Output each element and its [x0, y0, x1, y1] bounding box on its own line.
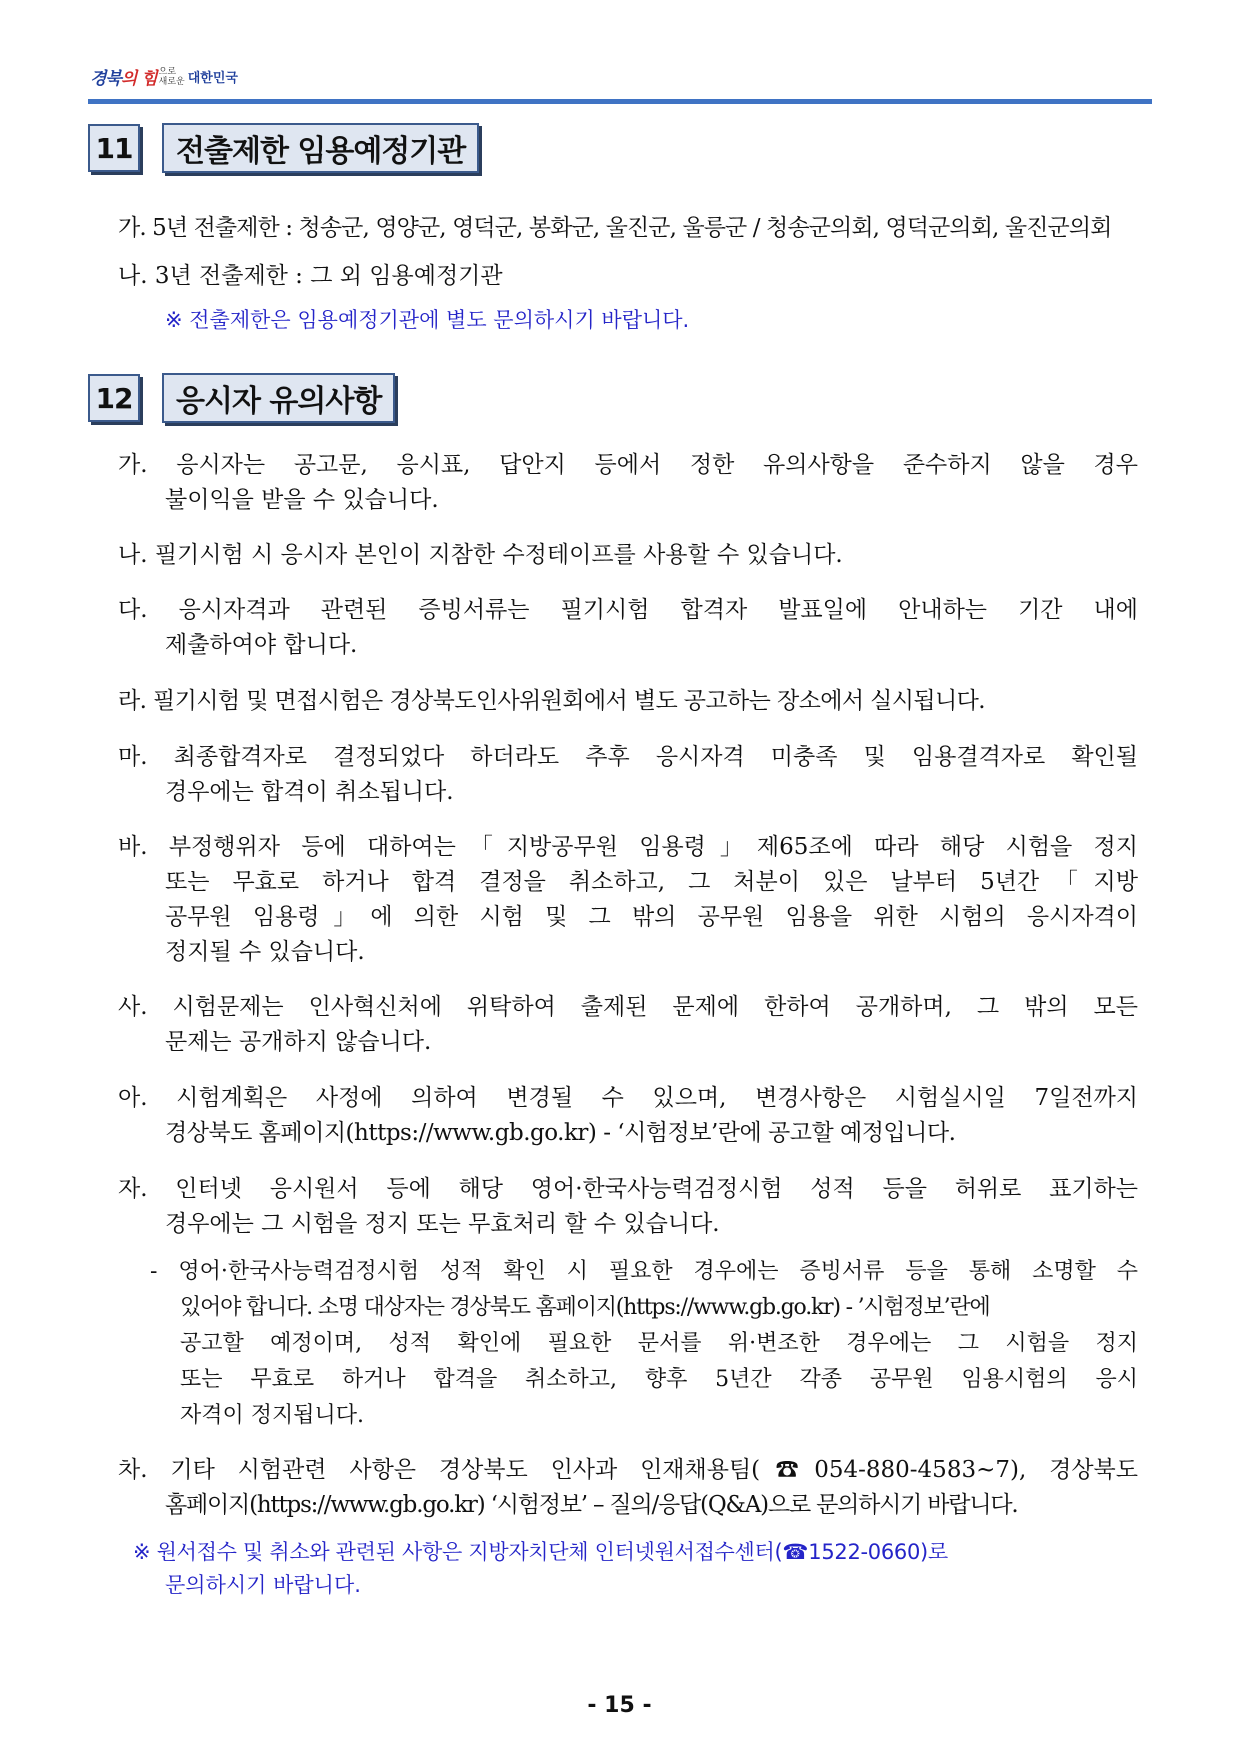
item-na: 나. 3년 전출제한 : 그 외 임용예정기관: [118, 263, 503, 289]
logo-script: 경북의 힘: [90, 69, 157, 89]
item-da-line2: 제출하여야 합니다.: [165, 632, 358, 658]
item-aa-line1: 아. 시험계획은 사정에 의하여 변경될 수 있으며, 변경사항은 시험실시일 7일전까지: [118, 1085, 1138, 1111]
sub-item-line1: - 영어·한국사능력검정시험 성적 확인 시 필요한 경우에는 증빙서류 등을 통해 소명할 수: [150, 1259, 1138, 1284]
gyeongbuk-logo: [90, 64, 238, 89]
item-ba-line4: 정지될 수 있습니다.: [165, 939, 365, 965]
section-title: 전출제한 임용예정기관: [162, 123, 479, 173]
section-11-heading: [88, 123, 479, 173]
item-cha-line1: 차. 기타 시험관련 사항은 경상북도 인사과 인재채용팀(☎054-880-4583~7), 경상북도: [118, 1457, 1138, 1483]
item-ba-line1: 바. 부정행위자 등에 대하여는「지방공무원 임용령」제65조에 따라 해당 시험을 정지: [118, 834, 1138, 860]
item-da-line1: 다. 응시자격과 관련된 증빙서류는 필기시험 합격자 발표일에 안내하는 기간 내에: [118, 597, 1138, 623]
item-ga: 가. 5년 전출제한 : 청송군, 영양군, 영덕군, 봉화군, 울진군, 울릉군 / 청송군의회, 영덕군의회, 울진군의회: [118, 215, 1112, 241]
section-12-heading: [88, 373, 395, 423]
logo-small-text: 으로 새로운: [158, 66, 185, 87]
section-number: 12: [88, 374, 140, 422]
item-ga-line2: 불이익을 받을 수 있습니다.: [165, 487, 439, 513]
footnote-line1: ※ 원서접수 및 취소와 관련된 사항은 지방자치단체 인터넷원서접수센터(☎1522-0660)로: [133, 1540, 948, 1564]
item-ma-line1: 마. 최종합격자로 결정되었다 하더라도 추후 응시자격 미충족 및 임용결격자로 확인될: [118, 744, 1138, 770]
sub-item-line3: 공고할 예정이며, 성적 확인에 필요한 문서를 위·변조한 경우에는 그 시험을 정지: [180, 1331, 1138, 1356]
item-ma-line2: 경우에는 합격이 취소됩니다.: [165, 779, 454, 805]
header-rule: [88, 99, 1152, 104]
sub-item-line5: 자격이 정지됩니다.: [180, 1403, 365, 1428]
item-sa-line2: 문제는 공개하지 않습니다.: [165, 1029, 432, 1055]
note: ※ 전출제한은 임용예정기관에 별도 문의하시기 바랍니다.: [165, 308, 690, 332]
item-ga-line1: 가. 응시자는 공고문, 응시표, 답안지 등에서 정한 유의사항을 준수하지 않을 경우: [118, 452, 1138, 478]
item-sa-line1: 사. 시험문제는 인사혁신처에 위탁하여 출제된 문제에 한하여 공개하며, 그 밖의 모든: [118, 994, 1138, 1020]
page-number: - 15 -: [587, 1693, 652, 1718]
item-ba-line3: 공무원 임용령」에 의한 시험 및 그 밖의 공무원 임용을 위한 시험의 응시자격이: [165, 904, 1138, 930]
footnote-line2: 문의하시기 바랍니다.: [165, 1573, 361, 1597]
section-title: 응시자 유의사항: [162, 373, 395, 423]
item-cha-line2: 홈페이지(https://www.gb.go.kr) ‘시험정보’ – 질의/응답(Q&A)으로 문의하시기 바랍니다.: [165, 1492, 1018, 1518]
logo-country: 대한민국: [187, 71, 238, 86]
section-number: 11: [88, 124, 140, 172]
item-ba-line2: 또는 무효로 하거나 합격 결정을 취소하고, 그 처분이 있은 날부터 5년간「지방: [165, 869, 1138, 895]
item-ja-line2: 경우에는 그 시험을 정지 또는 무효처리 할 수 있습니다.: [165, 1211, 720, 1237]
item-aa-line2: 경상북도 홈페이지(https://www.gb.go.kr) - ‘시험정보’란에 공고할 예정입니다.: [165, 1120, 956, 1146]
sub-item-line4: 또는 무효로 하거나 합격을 취소하고, 향후 5년간 각종 공무원 임용시험의 응시: [180, 1367, 1138, 1392]
item-na: 나. 필기시험 시 응시자 본인이 지참한 수정테이프를 사용할 수 있습니다.: [118, 542, 843, 568]
item-ja-line1: 자. 인터넷 응시원서 등에 해당 영어·한국사능력검정시험 성적 등을 허위로 표기하는: [118, 1176, 1138, 1202]
sub-item-line2: 있어야 합니다. 소명 대상자는 경상북도 홈페이지(https://www.gb.go.kr) - ’시험정보’란에: [180, 1295, 990, 1320]
item-ra: 라. 필기시험 및 면접시험은 경상북도인사위원회에서 별도 공고하는 장소에서 실시됩니다.: [118, 688, 985, 714]
